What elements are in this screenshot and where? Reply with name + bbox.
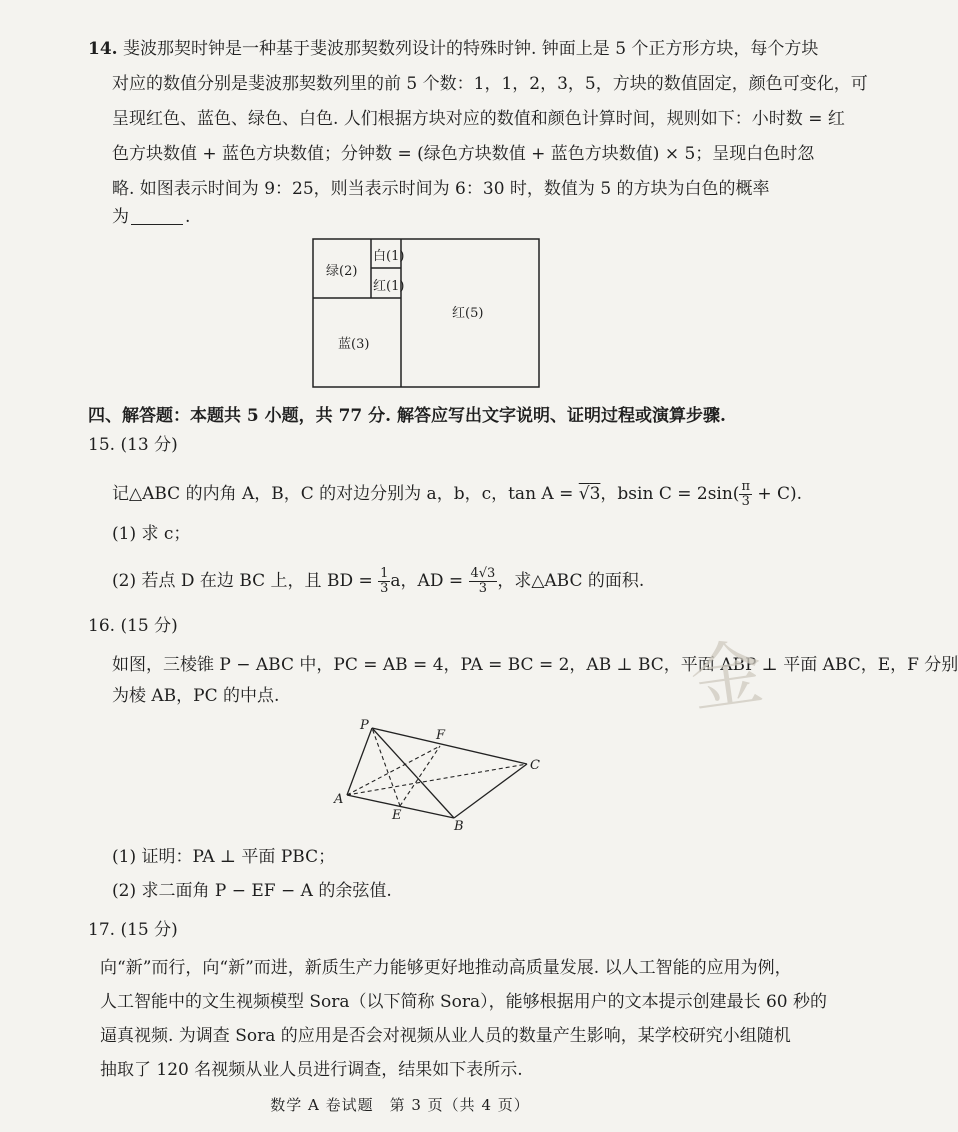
q16-part-1: (1) 证明：PA ⊥ 平面 PBC； xyxy=(112,847,336,867)
section-4-heading: 四、解答题：本题共 5 小题，共 77 分. 解答应写出文字说明、证明过程或演算步骤. xyxy=(88,406,726,426)
q14-line-2: 对应的数值分别是斐波那契数列里的前 5 个数：1，1，2，3，5，方块的数值固定，颜色可变化，可 xyxy=(112,74,868,94)
vertex-B-label: B xyxy=(454,819,464,834)
segment-EF-hidden xyxy=(400,746,440,806)
point-F-label: F xyxy=(436,728,446,743)
q15-part-2 xyxy=(112,567,760,596)
q17-line-1: 向“新”而行，向“新”而进，新质生产力能够更好地推动高质量发展. 以人工智能的应用为例， xyxy=(100,958,792,978)
q16-line-2: 为棱 AB，PC 的中点. xyxy=(112,686,280,706)
q15-stem-c: + C). xyxy=(751,484,803,504)
edge-PC xyxy=(372,728,527,764)
q14-number: 14. xyxy=(88,39,118,59)
q15-frac-4sqrt3-3 xyxy=(469,567,498,596)
edge-AC-hidden xyxy=(347,764,527,795)
edge-PA xyxy=(347,728,372,795)
point-E-label: E xyxy=(392,808,402,823)
q15-frac1-num: 1 xyxy=(380,566,389,581)
edge-BC xyxy=(454,764,527,818)
q17-line-3: 逼真视频. 为调查 Sora 的应用是否会对视频从业人员的数量产生影响，某学校研究小组随机 xyxy=(100,1026,791,1046)
q14-line-3: 呈现红色、蓝色、绿色、白色. 人们根据方块对应的数值和颜色计算时间，规则如下：小时数 = 红 xyxy=(112,109,845,129)
q15-frac-den: 3 xyxy=(741,494,750,509)
q17-line-4: 抽取了 120 名视频从业人员进行调查，结果如下表所示. xyxy=(100,1060,523,1080)
q15-part-1: (1) 求 c； xyxy=(112,524,191,544)
q15-header: 15. (13 分) xyxy=(88,435,178,455)
q14-last-text: 为 xyxy=(112,207,129,227)
q14-line-1 xyxy=(88,36,819,62)
q14-line-4: 色方块数值 + 蓝色方块数值；分钟数 = (绿色方块数值 + 蓝色方块数值) × 5；呈现白色时忽 xyxy=(112,144,815,164)
q15-sqrt: √3 xyxy=(578,484,601,504)
q14-text-1: 斐波那契时钟是一种基于斐波那契数列设计的特殊时钟. 钟面上是 5 个正方形方块，每个方块 xyxy=(122,39,819,59)
q16-header: 16. (15 分) xyxy=(88,616,178,636)
answer-blank xyxy=(131,206,183,225)
block-green-2: 绿(2) xyxy=(326,264,358,279)
block-blue-3: 蓝(3) xyxy=(338,337,370,352)
vertex-A-label: A xyxy=(334,792,344,807)
q15-frac-num: π xyxy=(741,479,750,494)
vertex-C-label: C xyxy=(530,758,540,773)
q15-sqrt-value: 3 xyxy=(589,484,601,504)
q16-line-1: 如图，三棱锥 P − ABC 中，PC = AB = 4，PA = BC = 2，AB ⊥ BC，平面 ABP ⊥ 平面 ABC，E，F 分别 xyxy=(112,655,958,675)
block-white-1: 白(1) xyxy=(373,249,405,264)
q16-part-2: (2) 求二面角 P − EF − A 的余弦值. xyxy=(112,881,392,901)
q15-frac-1-3 xyxy=(378,567,390,596)
q15-stem xyxy=(112,479,803,509)
q15-p2-c: ，求△ABC 的面积. xyxy=(497,571,645,591)
q15-frac2-den: 3 xyxy=(478,581,488,596)
q17-header: 17. (15 分) xyxy=(88,920,178,940)
q15-frac2-num: 4√3 xyxy=(470,566,496,581)
watermark-stamp: 金 xyxy=(685,629,769,723)
q15-p2-a: (2) 若点 D 在边 BC 上，且 BD = xyxy=(112,571,379,591)
segment-AF-hidden xyxy=(347,746,440,795)
q15-stem-b: ，bsin C = 2sin( xyxy=(600,484,740,504)
q17-line-2: 人工智能中的文生视频模型 Sora（以下简称 Sora），能够根据用户的文本提示创建最长 60 秒的 xyxy=(100,992,828,1012)
q15-frac-pi3 xyxy=(739,480,752,509)
block-red-5: 红(5) xyxy=(452,306,484,321)
q15-stem-a: 记△ABC 的内角 A，B，C 的对边分别为 a，b，c，tan A = xyxy=(112,484,579,504)
q15-frac1-den: 3 xyxy=(380,581,389,596)
q14-last-end: . xyxy=(185,207,191,227)
q15-p2-b: a，AD = xyxy=(390,571,469,591)
q14-line-6 xyxy=(112,204,760,230)
page-footer: 数学 A 卷试题 第 3 页（共 4 页） xyxy=(270,1096,530,1114)
q14-line-5: 略. 如图表示时间为 9：25，则当表示时间为 6：30 时，数值为 5 的方块为白色的概率 xyxy=(112,179,770,199)
segment-EP-hidden xyxy=(372,728,400,806)
vertex-P-label: P xyxy=(360,718,369,733)
block-red-1: 红(1) xyxy=(373,279,405,294)
